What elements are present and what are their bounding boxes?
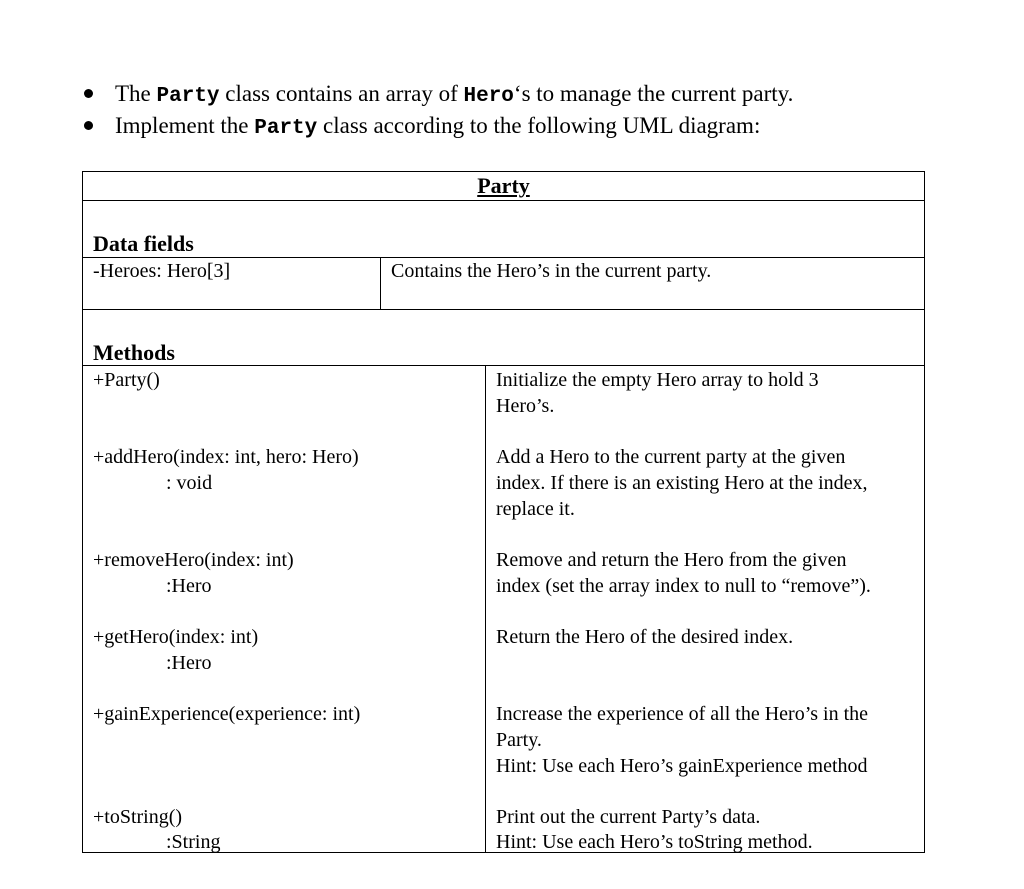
methods-heading: Methods: [93, 340, 175, 365]
method-description: replace it.: [496, 498, 575, 520]
method-return-type: :Hero: [166, 652, 212, 674]
method-description: Hint: Use each Hero’s toString method.: [496, 831, 813, 853]
method-signature: +addHero(index: int, hero: Hero): [93, 446, 359, 468]
data-fields-heading: Data fields: [93, 231, 194, 256]
divider: [83, 257, 924, 258]
party-class-code: Party: [254, 117, 318, 140]
divider: [83, 309, 924, 310]
bullet-icon: [84, 89, 93, 98]
method-description: index. If there is an existing Hero at the index,: [496, 472, 868, 494]
bullet-item-1: [80, 78, 793, 110]
bullet-1-text-pre: The: [115, 81, 157, 106]
method-description: index (set the array index to null to “remove”).: [496, 575, 871, 597]
field-signature: -Heroes: Hero[3]: [93, 260, 231, 282]
method-description: Add a Hero to the current party at the given: [496, 446, 846, 468]
method-description: Hint: Use each Hero’s gainExperience method: [496, 755, 868, 777]
method-return-type: : void: [166, 472, 213, 494]
class-title: Party: [477, 173, 530, 198]
method-description: Party.: [496, 729, 542, 751]
divider: [485, 365, 486, 853]
method-signature: +getHero(index: int): [93, 626, 259, 648]
method-signature: +Party(): [93, 369, 160, 391]
method-signature: +toString(): [93, 806, 183, 828]
bullet-item-2: [80, 110, 793, 142]
method-signature: +removeHero(index: int): [93, 549, 294, 571]
method-return-type: :String: [166, 831, 221, 853]
bullet-1-text-post: ‘s to manage the current party.: [513, 81, 794, 106]
method-description: Initialize the empty Hero array to hold 3: [496, 369, 819, 391]
divider: [83, 365, 924, 366]
divider: [380, 257, 381, 309]
method-description: Remove and return the Hero from the given: [496, 549, 847, 571]
bullet-2-text-post: class according to the following UML diagram:: [317, 113, 761, 138]
method-description: Return the Hero of the desired index.: [496, 626, 794, 648]
bullet-2-text-pre: Implement the: [115, 113, 255, 138]
bullet-1-text-mid: class contains an array of: [219, 81, 464, 106]
method-description: Print out the current Party’s data.: [496, 806, 761, 828]
method-description: Hero’s.: [496, 395, 555, 417]
method-description: Increase the experience of all the Hero’s in the: [496, 703, 869, 725]
party-class-code: Party: [156, 85, 220, 108]
instructions-list: [80, 78, 793, 142]
hero-class-code: Hero: [463, 85, 514, 108]
uml-diagram: [82, 171, 925, 853]
method-signature: +gainExperience(experience: int): [93, 703, 361, 725]
divider: [83, 200, 924, 201]
method-return-type: :Hero: [166, 575, 212, 597]
bullet-icon: [84, 121, 93, 130]
field-description: Contains the Hero’s in the current party.: [391, 260, 712, 282]
